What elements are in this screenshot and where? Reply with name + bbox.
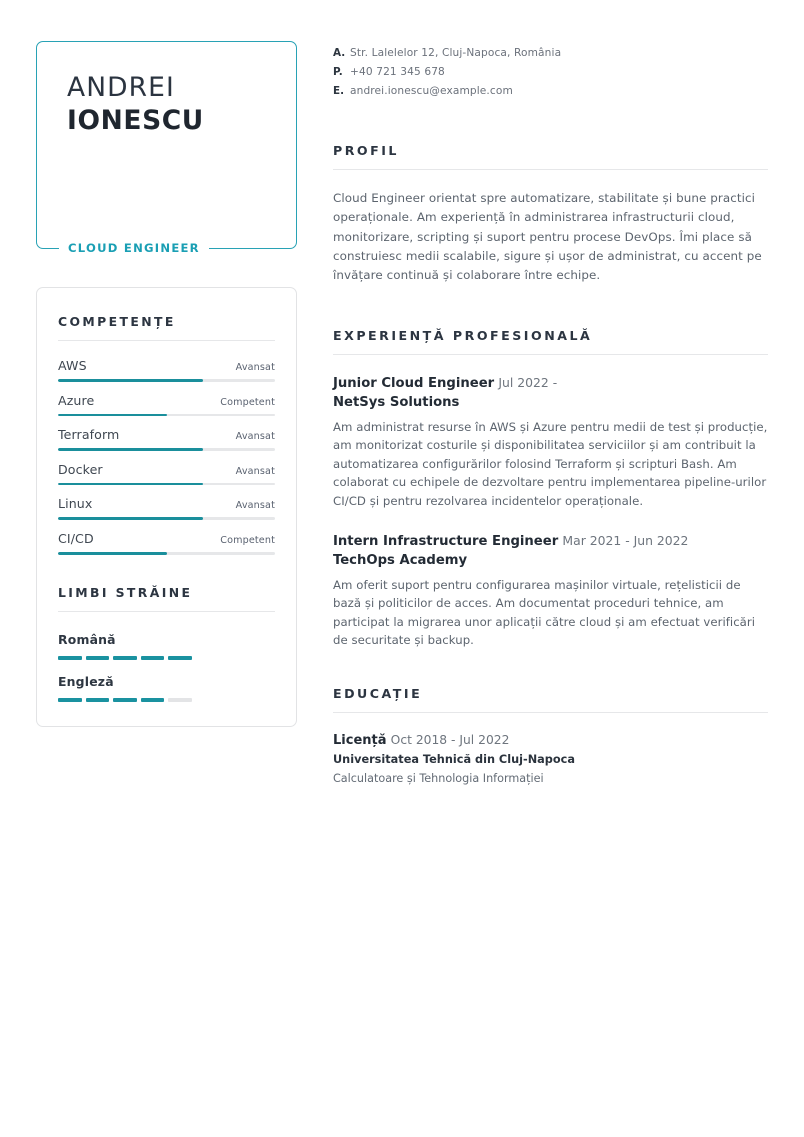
experience-organization: NetSys Solutions — [333, 395, 460, 411]
language-item — [58, 660, 275, 702]
job-title: CLOUD ENGINEER — [59, 239, 209, 257]
skill-level: Avansat — [235, 362, 275, 373]
skill-level: Avansat — [235, 465, 275, 477]
skill-bar-fill — [58, 517, 203, 520]
skill-level: Avansat — [235, 500, 275, 512]
right-column — [333, 46, 768, 787]
education-dates: Oct 2018 - Jul 2022 — [390, 732, 510, 747]
left-column — [36, 41, 297, 727]
skill-name: Azure — [58, 392, 95, 408]
profile-divider — [333, 169, 768, 170]
language-segment — [86, 656, 110, 660]
experience-job-title: Junior Cloud Engineer — [333, 376, 495, 392]
experience-entry-header — [333, 532, 768, 552]
skill-bar-fill — [58, 414, 167, 417]
skill-name: Linux — [58, 496, 93, 512]
experience-section — [333, 328, 768, 649]
language-segment — [113, 656, 137, 660]
contact-value-email: andrei.ionescu@example.com — [350, 84, 513, 97]
language-segment — [58, 656, 82, 660]
experience-entry — [333, 374, 768, 510]
language-segment — [58, 698, 82, 702]
skill-bar-fill — [58, 552, 167, 555]
language-segment — [86, 698, 110, 702]
contact-value-phone: +40 721 345 678 — [350, 65, 445, 78]
name-card — [36, 41, 297, 255]
languages-section — [58, 585, 275, 703]
skills-divider — [58, 340, 275, 341]
experience-dates: Jul 2022 - — [498, 375, 558, 391]
skill-bar-track — [58, 517, 275, 520]
skill-name: Terraform — [58, 427, 120, 443]
skill-bar-fill — [58, 448, 203, 451]
skill-item — [58, 451, 275, 486]
contact-key-email: E. — [333, 84, 345, 97]
skill-item — [58, 416, 275, 451]
language-segment — [141, 656, 165, 660]
contact-email — [333, 84, 768, 99]
experience-divider — [333, 354, 768, 355]
skills-section — [58, 314, 275, 555]
education-degree: Licență — [333, 732, 387, 748]
contact-key-address: A. — [333, 47, 346, 59]
experience-dates: Mar 2021 - Jun 2022 — [562, 533, 689, 549]
contact-block — [333, 46, 768, 99]
skill-bar-fill — [58, 379, 203, 382]
education-heading: EDUCAȚIE — [333, 685, 423, 701]
experience-entry-header — [333, 374, 768, 394]
first-name: ANDREI — [67, 72, 175, 103]
education-field: Calculatoare și Tehnologia Informației — [333, 771, 544, 785]
contact-key-phone: P. — [333, 65, 343, 78]
education-section — [333, 686, 768, 788]
language-level-segments — [58, 698, 192, 702]
language-segment — [168, 656, 192, 660]
skill-bar-track — [58, 379, 275, 382]
language-segment — [113, 698, 137, 702]
language-segment — [141, 698, 165, 702]
skill-item — [58, 520, 275, 555]
skill-item — [58, 485, 275, 520]
experience-heading: EXPERIENȚĂ PROFESIONALĂ — [333, 328, 593, 344]
profile-section — [333, 143, 768, 285]
experience-description: Am oferit suport pentru configurarea mașinilor virtuale, rețelisticii de bază și politicilor de acces. Am documentat proceduri tehnice, am participat la migrarea unor aplicații către cloud și am efectuat verificări de securitate și backup. — [333, 577, 756, 648]
contact-address — [333, 46, 768, 61]
skill-name: Docker — [58, 461, 103, 477]
skill-level: Competent — [220, 396, 275, 408]
experience-entry — [333, 532, 768, 649]
contact-value-address: Str. Lalelelor 12, Cluj-Napoca, România — [350, 47, 562, 59]
education-entry — [333, 732, 768, 788]
languages-heading: LIMBI STRĂINE — [58, 584, 193, 600]
skill-bar-track — [58, 552, 275, 555]
language-name: Engleză — [58, 673, 114, 689]
last-name: IONESCU — [67, 105, 204, 137]
skill-level: Avansat — [235, 431, 275, 443]
profile-text: Cloud Engineer orientat spre automatizare, stabilitate și bune practici operaționale. Am experiență în administrarea infrastructurii cloud, monitorizare, scripting și suport pentru procese DevOps. Îmi place să construiesc medii scalabile, sigure și ușor de administrat, cu accent pe învățare continuă și colaborare între echipe. — [333, 191, 762, 283]
skill-name: CI/CD — [58, 530, 94, 546]
experience-description: Am administrat resurse în AWS și Azure pentru medii de test și producție, am monitorizat costurile și disponibilitatea serviciilor și am contribuit la automatizarea configurărilor folosind Terraform și scripturi Bash. Am colaborat cu echipele de dezvoltare pentru implementarea pipeline-urilor CI/CD și pentru rezolvarea incidentelor operaționale. — [333, 419, 768, 508]
language-item — [58, 618, 275, 660]
language-segment — [168, 698, 192, 702]
skill-bar-track — [58, 448, 275, 451]
skill-bar-track — [58, 414, 275, 417]
profile-heading: PROFIL — [333, 143, 399, 159]
sidebar-card — [36, 287, 297, 727]
skill-item — [58, 347, 275, 382]
skill-name: AWS — [58, 358, 87, 373]
language-name: Română — [58, 631, 116, 647]
skills-heading: COMPETENȚE — [58, 314, 176, 329]
skill-level: Competent — [220, 534, 275, 546]
education-entry-header — [333, 732, 768, 751]
contact-phone — [333, 65, 768, 80]
language-level-segments — [58, 656, 192, 660]
experience-organization: TechOps Academy — [333, 553, 468, 569]
skill-bar-fill — [58, 483, 203, 486]
education-divider — [333, 712, 768, 713]
languages-divider — [58, 611, 275, 612]
experience-job-title: Intern Infrastructure Engineer — [333, 534, 559, 550]
education-school: Universitatea Tehnică din Cluj-Napoca — [333, 752, 575, 766]
skill-bar-track — [58, 483, 275, 486]
skill-item — [58, 382, 275, 417]
